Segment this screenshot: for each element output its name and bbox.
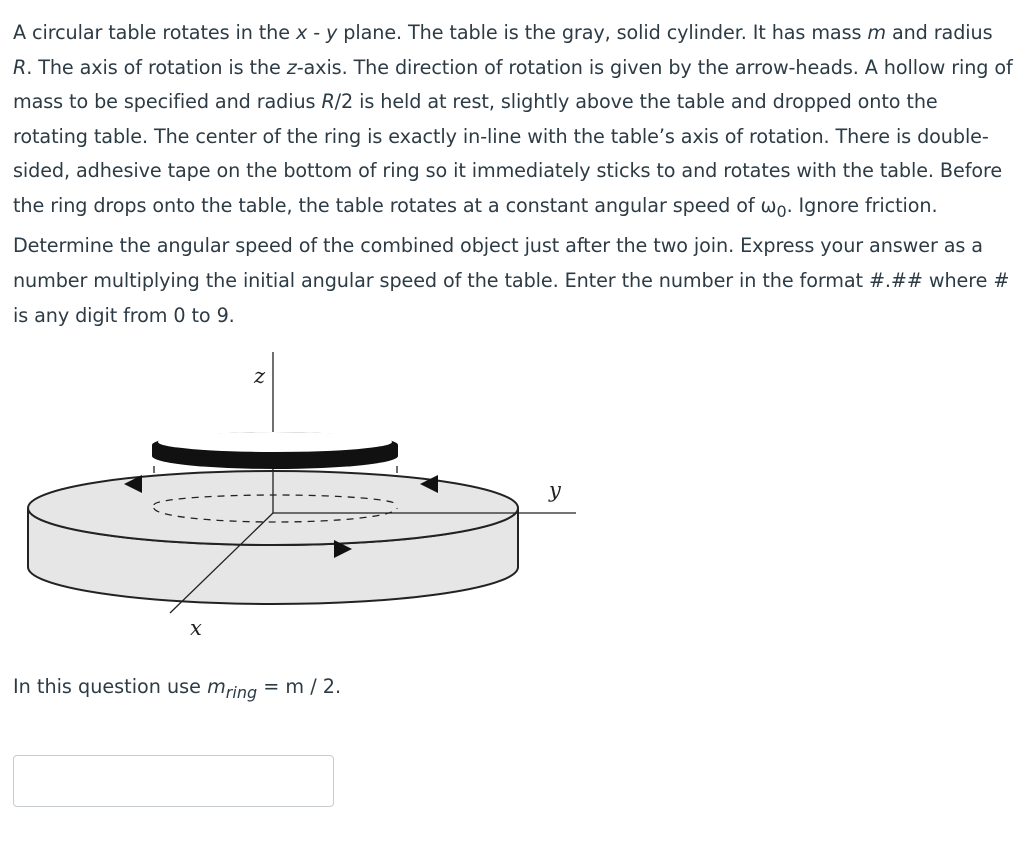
question-seg: . Ignore friction. Determine the angular speed of the combined object just after the two join. Express your answer as a number multiplying the initial angular speed of the table. Enter the number in the format #.## where # is any digit from 0 to 9. (13, 193, 1010, 327)
question-seg: and radius (885, 21, 993, 44)
x-axis-label: x (190, 616, 202, 640)
question-seg: - (307, 21, 327, 44)
var-y: y (326, 21, 338, 44)
var-m: m (207, 675, 226, 698)
question-seg: plane. The table is the gray, solid cylinder. It has mass (337, 21, 868, 44)
question-seg: A circular table rotates in the (13, 21, 296, 44)
question-text (13, 16, 1015, 333)
var-x: x (295, 21, 308, 44)
answer-input[interactable] (13, 755, 334, 807)
note-text: In this question use (13, 675, 208, 698)
question-seg: . The axis of rotation is the (26, 55, 287, 79)
rotating-table-diagram (0, 345, 620, 645)
var-m: m (867, 21, 886, 44)
question-paragraph (13, 16, 1015, 333)
y-axis-label: y (549, 478, 561, 502)
mass-note (13, 672, 341, 708)
var-z: z (286, 55, 297, 79)
question-seg: -axis. The direction of rotation is given by the arrow-heads. A hollow ring of mass to be specified and radius (13, 55, 1013, 114)
z-axis-label: z (254, 364, 266, 388)
hollow-ring (152, 432, 398, 469)
var-r: R (13, 55, 27, 79)
ring-subscript: ring (225, 682, 258, 702)
omega-subscript: 0 (776, 201, 787, 221)
var-r: R (321, 90, 335, 114)
question-seg: /2 is held at rest, slightly above the table and dropped onto the rotating table. The center of the ring is exactly in-line with the table’s axis of rotation. There is double-sided, adhesive tape on the bottom of ring so it immediately sticks to and rotates with the table. Before the ring drops onto the table, the table rotates at a constant angular speed of ω (13, 90, 1003, 217)
note-text: = m / 2. (257, 675, 342, 698)
